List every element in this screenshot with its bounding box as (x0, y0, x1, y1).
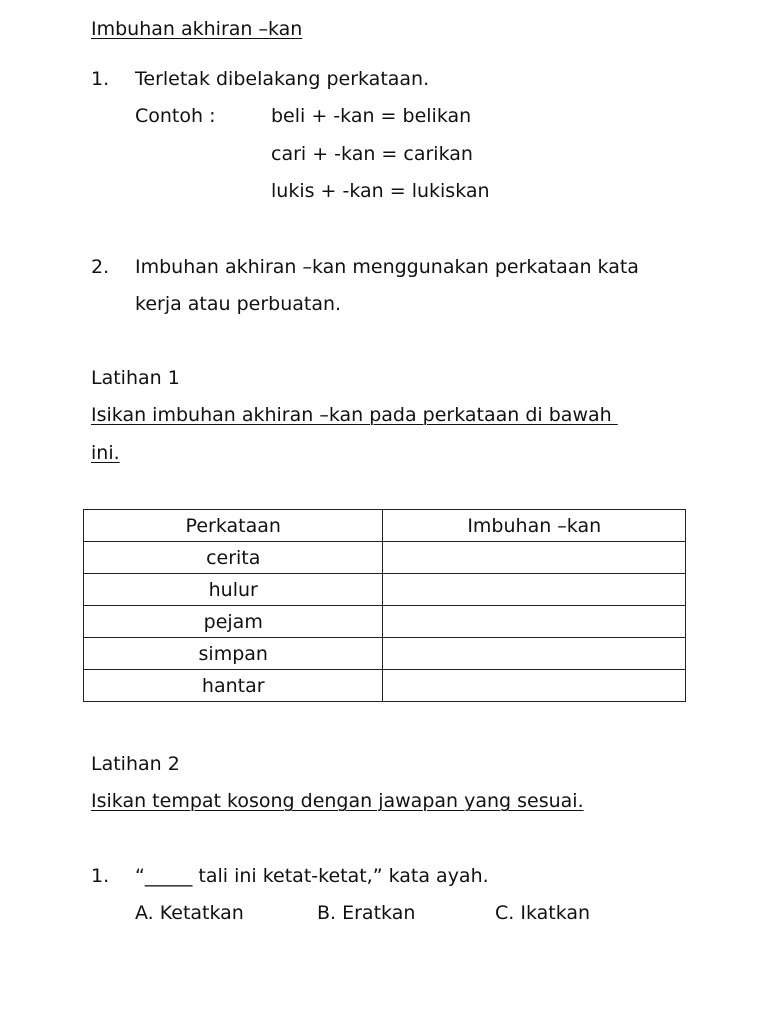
example-line: beli + -kan = belikan (271, 105, 472, 127)
table-header-row (84, 510, 686, 542)
question-1-option-a[interactable]: A. Ketatkan (135, 902, 244, 924)
latihan-1-heading: Latihan 1 (91, 367, 180, 389)
question-1-option-b[interactable]: B. Eratkan (317, 902, 416, 924)
table-row (84, 606, 686, 638)
table-row (84, 670, 686, 702)
table-row (84, 574, 686, 606)
latihan-1-instruction-line2: ini. (91, 442, 120, 464)
rule-2-line2: kerja atau perbuatan. (135, 293, 342, 315)
table-cell-answer[interactable] (383, 670, 686, 702)
example-line: lukis + -kan = lukiskan (271, 180, 490, 202)
table-cell-word: simpan (84, 638, 383, 670)
latihan-2-heading: Latihan 2 (91, 753, 180, 775)
question-1-text: “_____ tali ini ketat-ketat,” kata ayah. (135, 865, 489, 887)
table-cell-word: pejam (84, 606, 383, 638)
table-header-perkataan: Perkataan (84, 510, 383, 542)
table-cell-answer[interactable] (383, 638, 686, 670)
example-label: Contoh : (135, 105, 216, 127)
rule-2-line1: Imbuhan akhiran –kan menggunakan perkataan kata (135, 256, 639, 278)
rule-2-number: 2. (91, 256, 110, 278)
latihan-2-instruction: Isikan tempat kosong dengan jawapan yang sesuai. (91, 790, 584, 812)
table-cell-word: cerita (84, 542, 383, 574)
table-row (84, 542, 686, 574)
table-cell-answer[interactable] (383, 606, 686, 638)
table-header-imbuhan: Imbuhan –kan (383, 510, 686, 542)
question-1-option-c[interactable]: C. Ikatkan (495, 902, 591, 924)
rule-1-text: Terletak dibelakang perkataan. (135, 68, 430, 90)
table-cell-word: hulur (84, 574, 383, 606)
table-row (84, 638, 686, 670)
page-title: Imbuhan akhiran –kan (91, 18, 303, 40)
question-1-number: 1. (91, 865, 110, 887)
latihan-1-instruction-line1: Isikan imbuhan akhiran –kan pada perkataan di bawah (91, 404, 618, 426)
rule-1-number: 1. (91, 68, 110, 90)
table-cell-answer[interactable] (383, 542, 686, 574)
example-line: cari + -kan = carikan (271, 143, 473, 165)
word-table (83, 509, 686, 702)
table-cell-word: hantar (84, 670, 383, 702)
table-cell-answer[interactable] (383, 574, 686, 606)
